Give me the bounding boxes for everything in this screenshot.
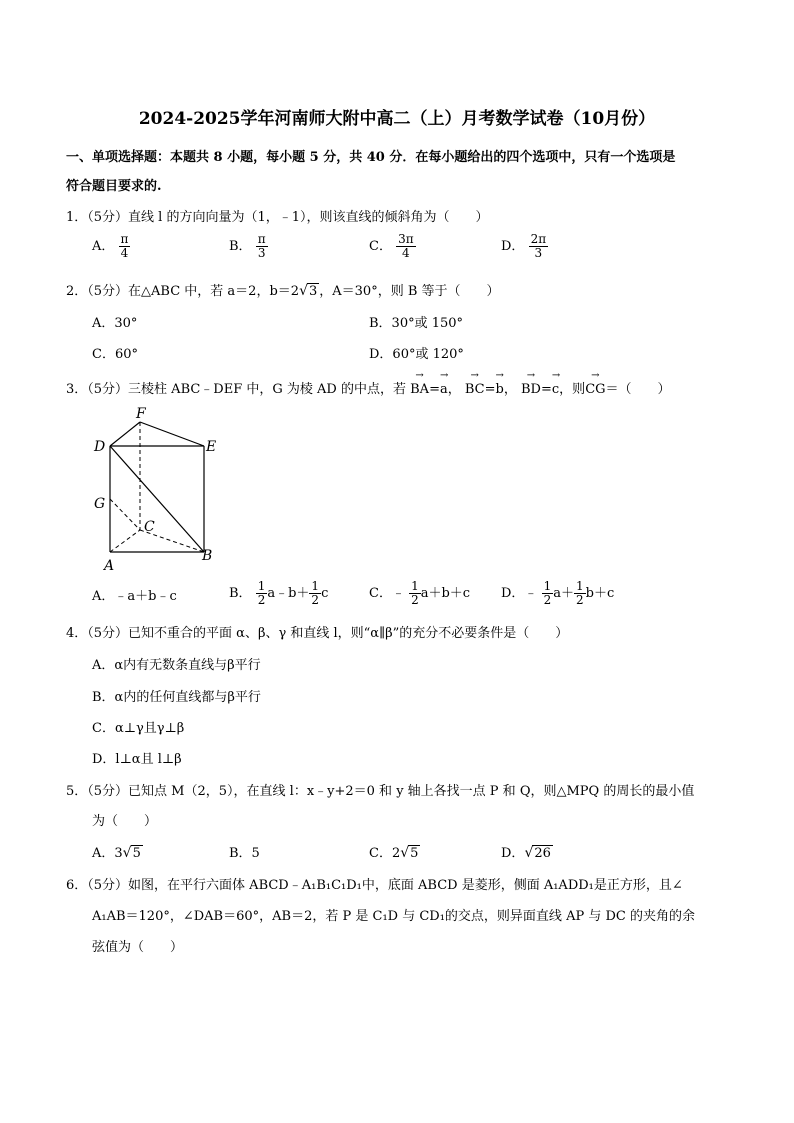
label-C: C	[144, 519, 155, 535]
q3-option-b[interactable]: B． $\frac{1}{2}$ a﹣b＋ $\frac{1}{2}$ c	[229, 579, 329, 608]
q1-option-d[interactable]	[501, 233, 548, 260]
q6-stem-line1: 6．（5分）如图，在平行六面体 ABCD﹣A₁B₁C₁D₁中，底面 ABCD 是菱形，侧面 A₁ADD₁是正方形，且∠	[66, 878, 683, 893]
q2-stem: 2．（5分）在△ABC 中，若 a＝2，b＝2√3 ，A＝30°，则 B 等于（ ）	[66, 283, 500, 299]
q4-option-c[interactable]: C．α⊥γ且γ⊥β	[92, 721, 185, 736]
page-title: 2024-2025学年河南师大附中高二（上）月考数学试卷（10月份）	[138, 109, 656, 129]
q5-option-c[interactable]: C．2√5	[369, 845, 419, 861]
prism-figure	[88, 400, 228, 575]
label-G: G	[94, 496, 106, 512]
q2-option-b[interactable]: B．30°或 150°	[369, 316, 464, 331]
q2-option-c[interactable]: C．60°	[92, 347, 138, 362]
q6-stem-line2: A₁AB＝120°，∠DAB＝60°，AB＝2，若 P 是 C₁D 与 CD₁的交点，则异面直线 AP 与 DC 的夹角的余	[92, 909, 695, 924]
q1-option-c[interactable]	[369, 233, 416, 260]
q1-c-fraction: $\frac{3\pi}{4}$	[398, 232, 414, 261]
q4-option-d[interactable]: D．l⊥α且 l⊥β	[92, 752, 182, 767]
q1-a-fraction: $\frac{\pi}{4}$	[120, 232, 129, 261]
label-E: E	[206, 439, 217, 455]
q5-option-a[interactable]: A．3√5	[92, 845, 141, 861]
q2-option-a[interactable]: A．30°	[92, 316, 138, 331]
q2-option-d[interactable]: D．60°或 120°	[369, 347, 464, 362]
q5-stem-line2: 为（ ）	[92, 814, 158, 829]
q3-option-a[interactable]: A．﹣a＋b﹣c	[92, 589, 177, 604]
q6-stem-line3: 弦值为（ ）	[92, 940, 184, 955]
section-heading-line1: 一、单项选择题：本题共 8 小题，每小题 5 分，共 40 分．在每小题给出的四个选项中，只有一个选项是	[66, 150, 676, 165]
q5-option-d[interactable]: D．√26	[501, 845, 551, 861]
q1-stem: 1．（5分）直线 l 的方向向量为（1，﹣1），则该直线的倾斜角为（ ）	[66, 210, 489, 225]
q1-d-label: D．	[501, 239, 525, 255]
section-heading-line2: 符合题目要求的.	[66, 179, 162, 194]
label-B: B	[202, 548, 213, 564]
q1-d-fraction: $\frac{2\pi}{3}$	[530, 232, 547, 261]
q3-option-d[interactable]: D．﹣ $\frac{1}{2}$ a＋ $\frac{1}{2}$ b＋c	[501, 579, 615, 608]
q1-b-fraction: $\frac{\pi}{3}$	[257, 232, 266, 261]
q4-option-a[interactable]: A．α内有无数条直线与β平行	[92, 658, 261, 673]
q1-option-a[interactable]	[92, 233, 130, 260]
q5-option-b[interactable]: B．5	[229, 846, 260, 861]
q5-stem-line1: 5．（5分）已知点 M（2，5），在直线 l：x﹣y+2＝0 和 y 轴上各找一点 P 和 Q，则△MPQ 的周长的最小值	[66, 784, 695, 799]
q1-option-b[interactable]	[229, 233, 268, 260]
q4-stem: 4．（5分）已知不重合的平面 α、β、γ 和直线 l，则“α∥β”的充分不必要条件是（ ）	[66, 626, 569, 641]
label-F: F	[136, 406, 146, 422]
q3-option-c[interactable]: C．﹣ $\frac{1}{2}$ a＋b＋c	[369, 579, 471, 608]
q4-option-b[interactable]: B．α内的任何直线都与β平行	[92, 690, 261, 705]
label-D: D	[94, 439, 106, 455]
q1-a-label: A．	[92, 239, 115, 255]
label-A: A	[104, 558, 115, 574]
q3-stem: 3．（5分）三棱柱 ABC﹣DEF 中，G 为棱 AD 的中点，若 → BA=→ a， → BC=→ b， → BD=→ c，则→ CG＝（ ）	[66, 378, 671, 397]
q1-b-label: B．	[229, 239, 252, 255]
q1-c-label: C．	[369, 239, 392, 255]
